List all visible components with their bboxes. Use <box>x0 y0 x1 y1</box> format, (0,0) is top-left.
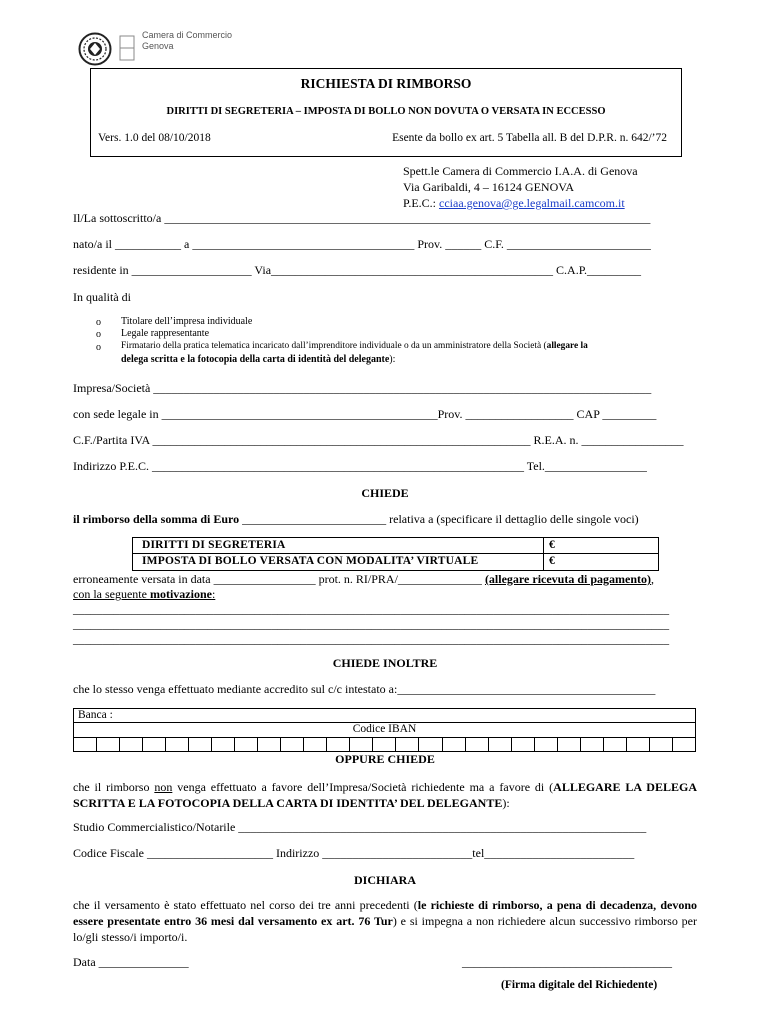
alternative-text-end: ): <box>502 796 510 810</box>
option-text-3 <box>121 341 588 351</box>
recipient-line-2: Via Garibaldi, 4 – 16124 GENOVA <box>403 180 575 194</box>
refund-amount-tail: ________________________ relativa a (specificare il dettaglio delle singole voci) <box>239 512 639 526</box>
pec-field[interactable]: Indirizzo P.E.C. ______________________________________________________________ Tel._________________ <box>73 459 647 473</box>
refund-items-table <box>132 537 659 571</box>
declaration-text-pre: che il versamento è stato effettuato nel corso dei tre anni precedenti ( <box>73 898 418 912</box>
capacity-label: In qualità di <box>73 290 131 304</box>
option-text-3-main: Firmatario della pratica telematica incaricato dall’imprenditore individuale o da un amministratore della Società ( <box>121 341 547 351</box>
declaration-text-end: ) e si impegna a non richiedere alcun successivo rimborso per lo/gli stesso/i importo/i. <box>73 914 697 944</box>
payment-date-text: erroneamente versata in data _________________ prot. n. RI/PRA/______________ <box>73 572 485 586</box>
bank-table <box>73 708 696 752</box>
option-bullet-3[interactable]: o <box>96 342 101 353</box>
recipient-line-1: Spett.le Camera di Commercio I.A.A. di Genova <box>403 164 638 178</box>
option-text-2: Legale rappresentante <box>121 328 210 339</box>
logo-text <box>142 30 232 52</box>
iban-cell[interactable] <box>673 738 695 751</box>
iban-cell[interactable] <box>327 738 350 751</box>
iban-cell[interactable] <box>581 738 604 751</box>
iban-label: Codice IBAN <box>74 723 695 738</box>
refund-item-row <box>133 554 658 570</box>
requests-heading: CHIEDE <box>361 486 409 500</box>
reason-label-pre: con la seguente <box>73 587 150 601</box>
alternative-text-non: non <box>154 780 173 794</box>
account-holder-field[interactable]: che lo stesso venga effettuato mediante accredito sul c/c intestato a:___________________________________________ <box>73 682 656 696</box>
studio-field[interactable]: Studio Commercialistico/Notarile ____________________________________________________________________ <box>73 820 647 834</box>
reason-label <box>73 587 215 602</box>
option-bullet-1[interactable]: o <box>96 317 101 328</box>
iban-cell[interactable] <box>258 738 281 751</box>
iban-cell[interactable] <box>535 738 558 751</box>
signature-field[interactable]: ___________________________________ <box>462 955 672 969</box>
logo-line-2: Genova <box>142 41 174 51</box>
bank-field[interactable]: Banca : <box>74 709 695 723</box>
refund-item-amount[interactable]: € <box>543 554 555 570</box>
chamber-of-commerce-seal-icon <box>78 32 112 66</box>
recipient-pec-label: P.E.C.: <box>403 196 440 210</box>
option-text-1: Titolare dell’impresa individuale <box>121 316 253 327</box>
iban-cell[interactable] <box>489 738 512 751</box>
vat-field[interactable]: C.F./Partita IVA _______________________________________________________________ R.E.A. n. _________________ <box>73 433 684 447</box>
iban-cell[interactable] <box>74 738 97 751</box>
declaration-text <box>73 897 697 945</box>
logo-line-1: Camera di Commercio <box>142 30 233 40</box>
refund-item-amount[interactable]: € <box>543 538 555 553</box>
form-subtitle: DIRITTI DI SEGRETERIA – IMPOSTA DI BOLLO NON DOVUTA O VERSATA IN ECCESSO <box>166 106 606 117</box>
reason-line-1[interactable]: ______________________________________________________________________________________________________ <box>73 603 670 616</box>
option-bullet-2[interactable]: o <box>96 329 101 340</box>
iban-cell[interactable] <box>166 738 189 751</box>
alternative-text <box>73 779 697 811</box>
stamp-exemption: Esente da bollo ex art. 5 Tabella all. B del D.P.R. n. 642/’72 <box>392 132 667 144</box>
date-field[interactable]: Data _______________ <box>73 955 189 969</box>
iban-cell[interactable] <box>558 738 581 751</box>
refund-item-label: DIRITTI DI SEGRETERIA <box>142 539 286 551</box>
birth-field[interactable]: nato/a il ___________ a _____________________________________ Prov. ______ C.F. ________________________ <box>73 237 651 251</box>
delegate-fiscal-field[interactable]: Codice Fiscale _____________________ Indirizzo _________________________tel_________________________ <box>73 846 635 860</box>
iban-cell[interactable] <box>350 738 373 751</box>
alternative-text-pre: che il rimborso <box>73 780 155 794</box>
alternative-text-mid: venga effettuato a favore dell’Impresa/Società richiedente ma a favore di ( <box>172 780 554 794</box>
signature-label: (Firma digitale del Richiedente) <box>501 979 658 991</box>
logo <box>78 30 238 66</box>
iban-cell[interactable] <box>212 738 235 751</box>
iban-cell[interactable] <box>419 738 442 751</box>
iban-cell[interactable] <box>650 738 673 751</box>
iban-cell[interactable] <box>396 738 419 751</box>
payment-date-line[interactable] <box>73 572 654 587</box>
refund-amount-line[interactable] <box>73 512 639 527</box>
reason-label-end: : <box>211 587 216 601</box>
iban-cell[interactable] <box>235 738 258 751</box>
form-version: Vers. 1.0 del 08/10/2018 <box>98 132 211 144</box>
iban-cell[interactable] <box>97 738 120 751</box>
option-text-3-cont-bold: delega scritta e la fotocopia della carta di identità del delegante <box>121 354 390 365</box>
iban-cells <box>74 738 695 751</box>
reason-label-bold: motivazione <box>149 587 212 601</box>
reason-line-2[interactable]: ______________________________________________________________________________________________________ <box>73 618 670 631</box>
form-title: RICHIESTA DI RIMBORSO <box>300 76 472 91</box>
iban-cell[interactable] <box>604 738 627 751</box>
iban-cell[interactable] <box>512 738 535 751</box>
logo-divider <box>116 34 138 62</box>
option-text-3-bold: allegare la <box>546 341 588 351</box>
declaration-heading: DICHIARA <box>353 873 416 887</box>
declaration-text-bold: le richieste di rimborso, a pena di decadenza, devono essere presentate entro 36 mesi dal versamento ex art. 76 Tur <box>73 898 697 928</box>
iban-cell[interactable] <box>189 738 212 751</box>
payment-line-end: , <box>651 572 655 586</box>
option-text-3-cont <box>121 354 395 365</box>
header-box <box>90 68 682 157</box>
iban-cell[interactable] <box>443 738 466 751</box>
iban-cell[interactable] <box>143 738 166 751</box>
reason-line-3[interactable]: ______________________________________________________________________________________________________ <box>73 633 670 646</box>
recipient-pec <box>403 196 625 211</box>
iban-cell[interactable] <box>373 738 396 751</box>
iban-cell[interactable] <box>120 738 143 751</box>
iban-cell[interactable] <box>466 738 489 751</box>
undersigned-field[interactable]: Il/La sottoscritto/a _________________________________________________________________________________ <box>73 211 651 225</box>
company-field[interactable]: Impresa/Società ___________________________________________________________________________________ <box>73 381 652 395</box>
refund-item-label: IMPOSTA DI BOLLO VERSATA CON MODALITA’ VIRTUALE <box>142 555 479 567</box>
refund-amount-label: il rimborso della somma di Euro <box>73 512 240 526</box>
iban-cell[interactable] <box>281 738 304 751</box>
iban-cell[interactable] <box>627 738 650 751</box>
refund-item-row <box>133 538 658 554</box>
payment-receipt-note: (allegare ricevuta di pagamento) <box>484 572 652 586</box>
additional-heading: CHIEDE INOLTRE <box>332 656 438 670</box>
option-text-3-cont-tail: ): <box>389 354 396 365</box>
seat-field[interactable]: con sede legale in ______________________________________________Prov. __________________ CAP _________ <box>73 407 657 421</box>
recipient-pec-email-link[interactable]: cciaa.genova@ge.legalmail.camcom.it <box>439 196 625 210</box>
alternative-heading: OPPURE CHIEDE <box>335 752 435 766</box>
residence-field[interactable]: residente in ____________________ Via_______________________________________________ C.A.P._________ <box>73 263 642 277</box>
alternative-text-bold: ALLEGARE LA DELEGA SCRITTA E LA FOTOCOPIA DELLA CARTA DI IDENTITA’ DEL DELEGANTE <box>73 780 697 810</box>
iban-cell[interactable] <box>304 738 327 751</box>
